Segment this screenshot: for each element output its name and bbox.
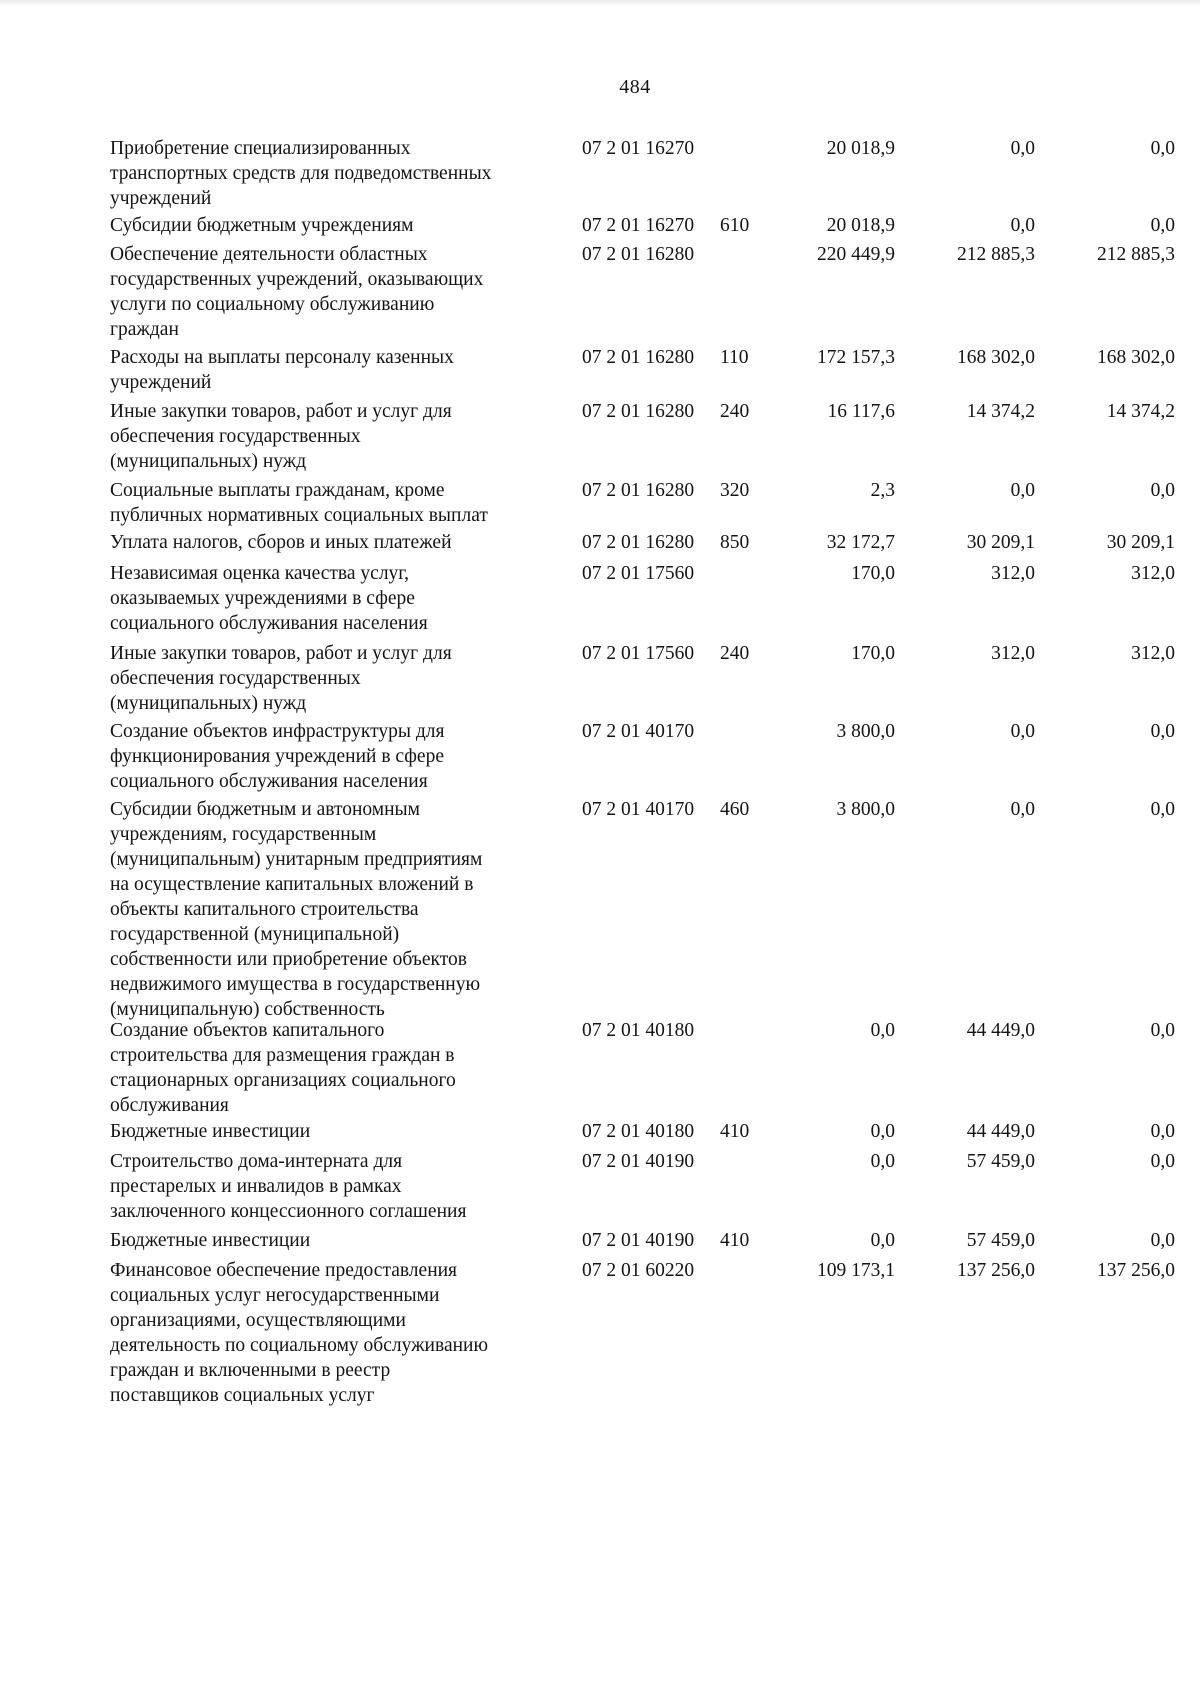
row-value-1: 32 172,7 <box>826 532 895 553</box>
row-value-1: 20 018,9 <box>826 138 895 159</box>
row-name: Обеспечение деятельности областных государственных учреждений, оказывающих услуги по социальному обслуживанию граждан <box>110 244 484 340</box>
row-value-1: 170,0 <box>851 643 895 664</box>
row-name: Строительство дома-интерната для престарелых и инвалидов в рамках заключенного концессионного соглашения <box>110 1151 467 1222</box>
row-name: Создание объектов инфраструктуры для функционирования учреждений в сфере социального обслуживания населения <box>110 721 445 792</box>
row-code: 07 2 01 40190 <box>582 1151 695 1172</box>
row-name: Субсидии бюджетным учреждениям <box>110 215 414 236</box>
row-value-3: 312,0 <box>1131 643 1175 664</box>
row-expense-type: 460 <box>720 799 750 820</box>
row-value-1: 3 800,0 <box>836 721 895 742</box>
row-value-3: 14 374,2 <box>1106 401 1175 422</box>
row-code: 07 2 01 16280 <box>582 401 695 422</box>
row-expense-type: 410 <box>720 1230 750 1251</box>
row-name: Субсидии бюджетным и автономным учреждениям, государственным (муниципальным) унитарным предприятиям на осуществление капитальных вложений в объекты капитального строительства государственной (муниципальной) собственности или приобретение объектов недвижимого имущества в государственную (муниципальную) собственность <box>110 799 483 1020</box>
row-value-2: 312,0 <box>991 643 1035 664</box>
row-code: 07 2 01 17560 <box>582 563 695 584</box>
row-value-1: 0,0 <box>870 1151 895 1172</box>
row-value-3: 0,0 <box>1150 1020 1175 1041</box>
row-value-2: 168 302,0 <box>957 347 1035 368</box>
row-value-1: 109 173,1 <box>817 1260 895 1281</box>
row-value-3: 30 209,1 <box>1106 532 1175 553</box>
row-code: 07 2 01 40170 <box>582 721 695 742</box>
row-value-3: 0,0 <box>1150 1230 1175 1251</box>
row-value-1: 220 449,9 <box>817 244 895 265</box>
row-expense-type: 240 <box>720 401 750 422</box>
row-code: 07 2 01 16270 <box>582 215 695 236</box>
row-name: Создание объектов капитального строительства для размещения граждан в стационарных организациях социального обслуживания <box>110 1020 456 1116</box>
row-code: 07 2 01 40180 <box>582 1020 695 1041</box>
row-value-2: 14 374,2 <box>966 401 1035 422</box>
row-name: Расходы на выплаты персоналу казенных учреждений <box>110 347 454 393</box>
row-name: Бюджетные инвестиции <box>110 1121 311 1142</box>
row-code: 07 2 01 40190 <box>582 1230 695 1251</box>
row-value-3: 137 256,0 <box>1097 1260 1175 1281</box>
row-code: 07 2 01 16280 <box>582 532 695 553</box>
row-value-1: 170,0 <box>851 563 895 584</box>
page-number: 484 <box>619 76 651 98</box>
row-value-1: 0,0 <box>870 1230 895 1251</box>
row-value-3: 0,0 <box>1150 721 1175 742</box>
row-code: 07 2 01 16280 <box>582 347 695 368</box>
row-value-1: 16 117,6 <box>827 401 895 422</box>
row-code: 07 2 01 40170 <box>582 799 695 820</box>
row-value-2: 0,0 <box>1010 480 1035 501</box>
row-value-2: 44 449,0 <box>966 1020 1035 1041</box>
row-expense-type: 110 <box>720 347 749 368</box>
row-value-1: 20 018,9 <box>826 215 895 236</box>
row-value-2: 44 449,0 <box>966 1121 1035 1142</box>
row-value-3: 0,0 <box>1150 1151 1175 1172</box>
row-name: Независимая оценка качества услуг, оказываемых учреждениями в сфере социального обслуживания населения <box>110 563 428 634</box>
row-code: 07 2 01 40180 <box>582 1121 695 1142</box>
row-name: Бюджетные инвестиции <box>110 1230 311 1251</box>
row-name: Иные закупки товаров, работ и услуг для обеспечения государственных (муниципальных) нужд <box>110 401 452 472</box>
row-value-3: 0,0 <box>1150 480 1175 501</box>
row-code: 07 2 01 16280 <box>582 244 695 265</box>
row-value-3: 312,0 <box>1131 563 1175 584</box>
row-code: 07 2 01 60220 <box>582 1260 695 1281</box>
row-value-1: 0,0 <box>870 1121 895 1142</box>
row-code: 07 2 01 16270 <box>582 138 695 159</box>
row-expense-type: 320 <box>720 480 750 501</box>
row-value-1: 2,3 <box>870 480 895 501</box>
row-name: Финансовое обеспечение предоставления социальных услуг негосударственными организациями, осуществляющими деятельность по социальному обслуживанию граждан и включенными в реестр поставщиков социальных услуг <box>110 1260 489 1406</box>
row-value-3: 0,0 <box>1150 215 1175 236</box>
row-value-2: 57 459,0 <box>966 1151 1035 1172</box>
row-value-2: 137 256,0 <box>957 1260 1035 1281</box>
row-name: Иные закупки товаров, работ и услуг для обеспечения государственных (муниципальных) нужд <box>110 643 452 714</box>
row-value-1: 3 800,0 <box>836 799 895 820</box>
row-value-3: 0,0 <box>1150 799 1175 820</box>
row-value-2: 0,0 <box>1010 215 1035 236</box>
row-value-2: 0,0 <box>1010 138 1035 159</box>
row-expense-type: 610 <box>720 215 750 236</box>
row-expense-type: 850 <box>720 532 750 553</box>
row-value-1: 172 157,3 <box>817 347 895 368</box>
row-value-2: 312,0 <box>991 563 1035 584</box>
row-value-3: 212 885,3 <box>1097 244 1175 265</box>
row-code: 07 2 01 17560 <box>582 643 695 664</box>
row-value-2: 30 209,1 <box>966 532 1035 553</box>
row-value-2: 0,0 <box>1010 721 1035 742</box>
row-expense-type: 410 <box>720 1121 750 1142</box>
row-value-2: 57 459,0 <box>966 1230 1035 1251</box>
row-value-1: 0,0 <box>870 1020 895 1041</box>
row-code: 07 2 01 16280 <box>582 480 695 501</box>
row-expense-type: 240 <box>720 643 750 664</box>
row-value-2: 0,0 <box>1010 799 1035 820</box>
row-value-3: 0,0 <box>1150 138 1175 159</box>
row-name: Приобретение специализированных транспортных средств для подведомственных учреждений <box>110 138 492 209</box>
row-name: Уплата налогов, сборов и иных платежей <box>110 532 452 553</box>
row-value-3: 168 302,0 <box>1097 347 1175 368</box>
row-name: Социальные выплаты гражданам, кроме публичных нормативных социальных выплат <box>110 480 488 526</box>
row-value-3: 0,0 <box>1150 1121 1175 1142</box>
row-value-2: 212 885,3 <box>957 244 1035 265</box>
